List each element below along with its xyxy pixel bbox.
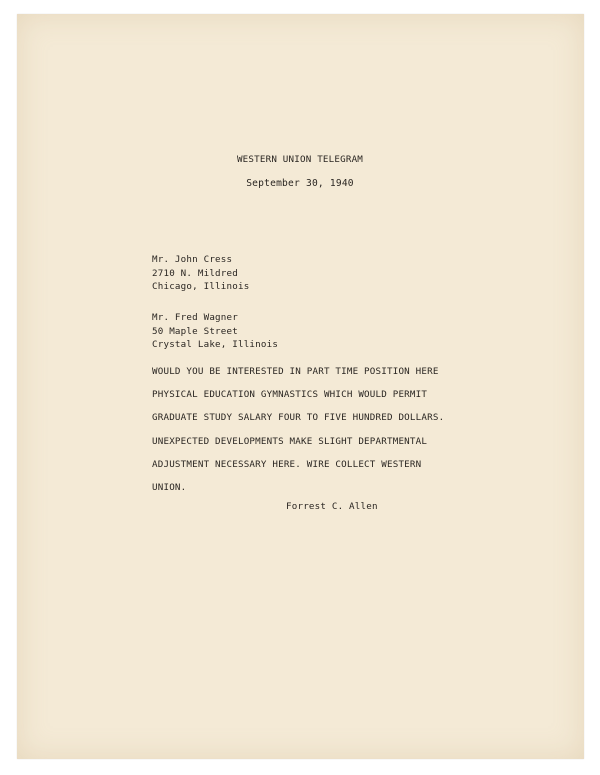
message-line: UNION. bbox=[152, 481, 187, 493]
recipient-name: Mr. John Cress bbox=[152, 254, 233, 265]
sender-city: Crystal Lake, Illinois bbox=[152, 339, 279, 350]
message-line: UNEXPECTED DEVELOPMENTS MAKE SLIGHT DEPARTMENTAL bbox=[152, 435, 428, 447]
sender-street: 50 Maple Street bbox=[152, 325, 238, 337]
message-line: GRADUATE STUDY SALARY FOUR TO FIVE HUNDRED DOLLARS. bbox=[152, 412, 445, 424]
message-body bbox=[152, 366, 444, 505]
message-line: ADJUSTMENT NECESSARY HERE. WIRE COLLECT WESTERN bbox=[152, 458, 422, 470]
telegram-date: September 30, 1940 bbox=[246, 178, 354, 189]
telegram-title: WESTERN UNION TELEGRAM bbox=[236, 154, 364, 165]
message-line: WOULD YOU BE INTERESTED IN PART TIME POSITION HERE bbox=[152, 366, 439, 377]
sender-address bbox=[152, 312, 278, 353]
recipient-street: 2710 N. Mildred bbox=[152, 267, 238, 279]
sender-name: Mr. Fred Wagner bbox=[152, 312, 238, 323]
recipient-address bbox=[152, 254, 249, 295]
signature: Forrest C. Allen bbox=[286, 501, 378, 512]
message-line: PHYSICAL EDUCATION GYMNASTICS WHICH WOULD PERMIT bbox=[152, 389, 428, 401]
recipient-city: Chicago, Illinois bbox=[152, 281, 250, 292]
